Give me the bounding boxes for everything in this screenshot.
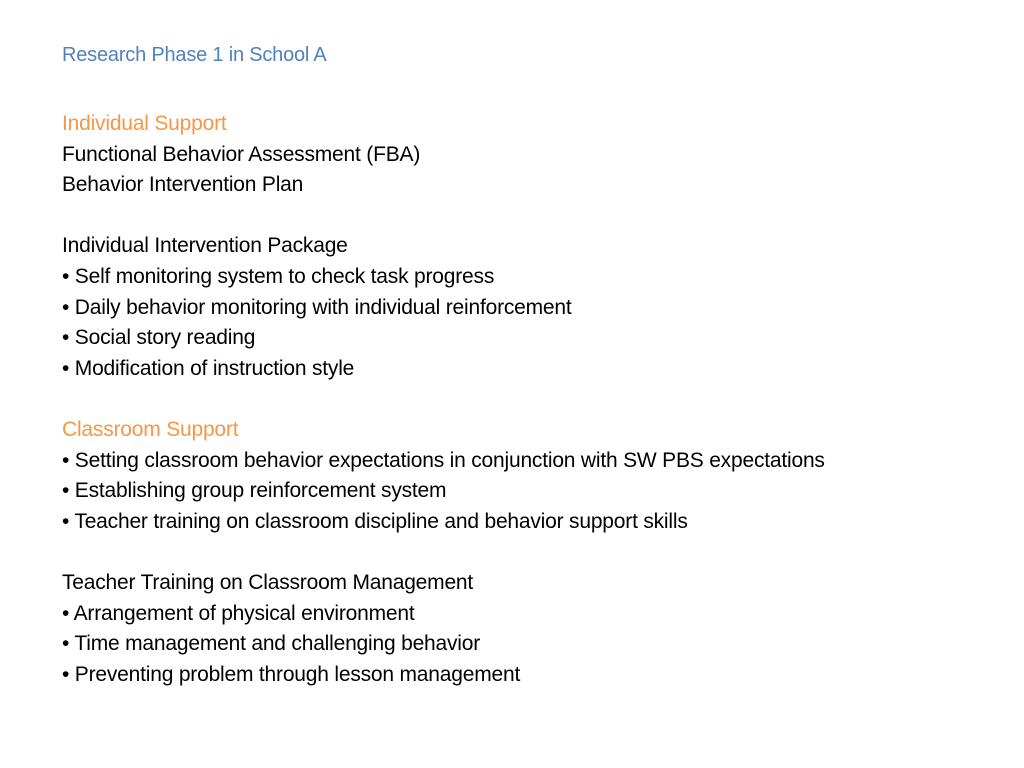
- teacher-training-bullet: • Arrangement of physical environment: [62, 601, 415, 625]
- intervention-package-bullet: • Self monitoring system to check task progress: [62, 264, 495, 288]
- slide-title: Research Phase 1 in School A: [62, 44, 327, 66]
- section-spacer: [62, 384, 1002, 415]
- slide-content: [62, 40, 1002, 690]
- individual-support-item: Behavior Intervention Plan: [62, 173, 304, 197]
- classroom-support-bullet: • Establishing group reinforcement system: [62, 479, 447, 503]
- intervention-package-heading: Individual Intervention Package: [62, 234, 348, 258]
- teacher-training-heading: Teacher Training on Classroom Management: [62, 570, 474, 594]
- classroom-support-heading: Classroom Support: [62, 417, 239, 441]
- section-spacer: [62, 201, 1002, 232]
- section-spacer: [62, 537, 1002, 568]
- teacher-training-bullet: • Time management and challenging behavior: [62, 632, 481, 656]
- intervention-package-bullet: • Modification of instruction style: [62, 356, 355, 380]
- teacher-training-bullet: • Preventing problem through lesson management: [62, 662, 521, 686]
- classroom-support-bullet: • Teacher training on classroom discipline and behavior support skills: [62, 509, 688, 533]
- individual-support-item: Functional Behavior Assessment (FBA): [62, 142, 421, 166]
- classroom-support-bullet: • Setting classroom behavior expectations in conjunction with SW PBS expectations: [62, 448, 825, 472]
- intervention-package-bullet: • Daily behavior monitoring with individual reinforcement: [62, 295, 572, 319]
- intervention-package-bullet: • Social story reading: [62, 326, 256, 350]
- individual-support-heading: Individual Support: [62, 112, 227, 135]
